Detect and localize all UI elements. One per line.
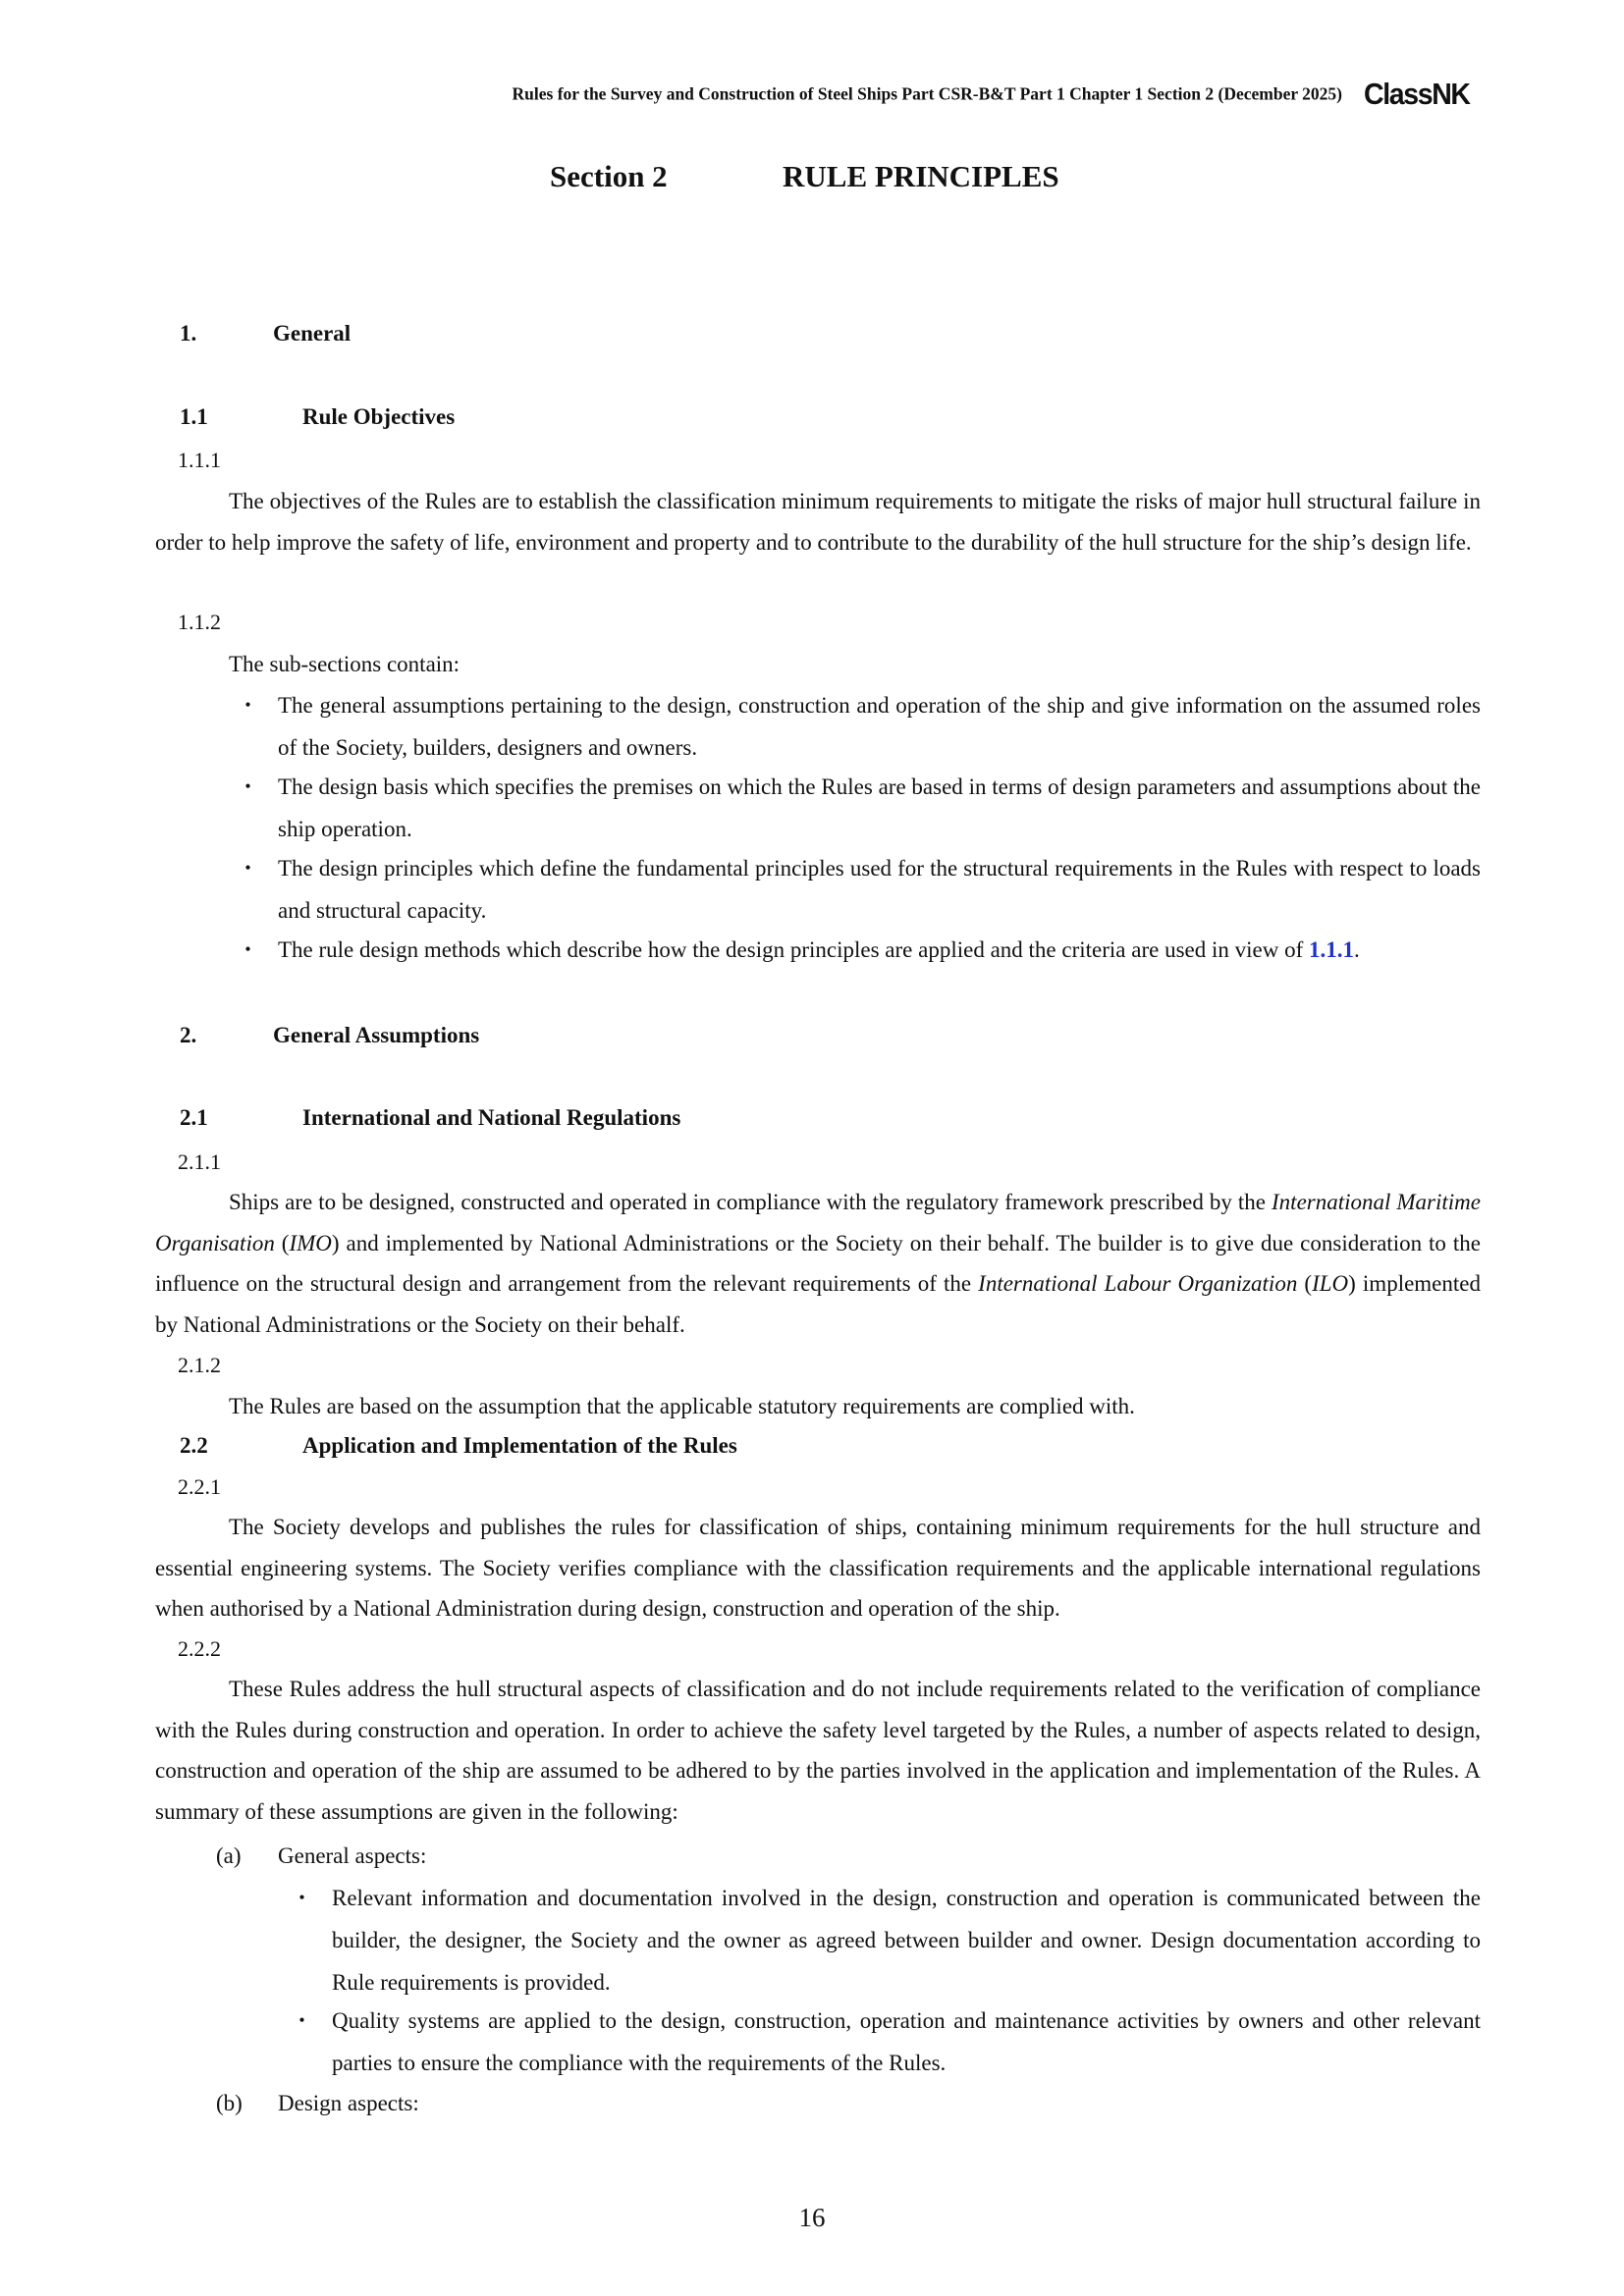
running-header — [0, 77, 1479, 112]
bullet-icon: ・ — [237, 774, 259, 799]
list-label: (b) — [216, 2091, 243, 2115]
heading-number: 1.1 — [180, 404, 208, 429]
list-item: ・ The rule design methods which describe how the design principles are applied and the criteria are used in view of 1.1.1. — [229, 929, 1481, 971]
list-item: ・ Quality systems are applied to the design, construction, operation and maintenance activities by owners and other relevant parties to ensure the compliance with the requirements of the Rules. — [283, 2000, 1481, 2084]
list-text: General aspects: — [278, 1843, 427, 1868]
list-item: ・ Relevant information and documentation involved in the design, construction and operation is communicated between the builder, the designer, the Society and the owner as agreed between builder and owner. Design documentation according to Rule requirements is provided. — [283, 1877, 1481, 2003]
clause-ref-1-1-1: 1.1.1 — [178, 448, 221, 472]
clause-ref-1-1-2: 1.1.2 — [178, 610, 221, 634]
list-item: ・ The general assumptions pertaining to the design, construction and operation of the ship and give information on the assumed roles of the Society, builders, designers and owners. — [229, 684, 1481, 769]
clause-ref-2-1-1: 2.1.1 — [178, 1149, 221, 1174]
heading-number: 2.2 — [180, 1433, 208, 1458]
paragraph-2-2-1: The Society develops and publishes the rules for classification of ships, containing minimum requirements for the hull structure and essential engineering systems. The Society verifies compliance with the classification requirements and the applicable international regulations when authorised by a National Administration during design, construction and operation of the ship. — [155, 1515, 1481, 1621]
paragraph-1-1-2-intro: The sub-sections contain: — [229, 652, 460, 676]
list-item: ・ The design basis which specifies the premises on which the Rules are based in terms of design parameters and assumptions about the ship operation. — [229, 766, 1481, 850]
bullet-icon: ・ — [237, 693, 259, 718]
clause-ref-2-2-1: 2.2.1 — [178, 1474, 221, 1499]
section-name: RULE PRINCIPLES — [783, 159, 1059, 193]
paragraph-2-1-1: Ships are to be designed, constructed and operated in compliance with the regulatory framework prescribed by the International Maritime Organisation (IMO) and implemented by National Administrations or the Society on their behalf. The builder is to give due consideration to the influence on the structural design and arrangement from the relevant requirements of the International Labour Organization (ILO) implemented by National Administrations or the Society on their behalf. — [155, 1190, 1482, 1337]
list-text: Design aspects: — [278, 2091, 419, 2115]
bullet-icon: ・ — [291, 1886, 313, 1910]
heading-title: Rule Objectives — [302, 404, 456, 429]
heading-title: General — [273, 321, 352, 346]
paragraph-2-1-2: The Rules are based on the assumption that the applicable statutory requirements are complied with. — [229, 1394, 1135, 1418]
cross-reference-link[interactable]: 1.1.1 — [1308, 937, 1354, 962]
bullet-icon: ・ — [291, 2008, 313, 2033]
page-number: 16 — [798, 2203, 826, 2232]
paragraph-2-2-2: These Rules address the hull structural aspects of classification and do not include requirements related to the verification of compliance with the Rules during construction and operation. In order to achieve the safety level targeted by the Rules, a number of aspects related to design, construction and operation of the ship are assumed to be adhered to by the parties involved in the application and implementation of the Rules. A summary of these assumptions are given in the following: — [155, 1677, 1481, 1824]
heading-number: 1. — [180, 321, 197, 346]
paragraph-1-1-1: The objectives of the Rules are to establish the classification minimum requirements to mitigate the risks of major hull structural failure in order to help improve the safety of life, environment and property and to contribute to the durability of the hull structure for the ship’s design life. — [155, 489, 1481, 555]
section-number: Section 2 — [550, 159, 668, 193]
classnk-logo: ClassNK — [1364, 77, 1470, 111]
bullet-icon: ・ — [237, 937, 259, 962]
heading-title: General Assumptions — [273, 1023, 480, 1047]
heading-title: Application and Implementation of the Rules — [302, 1433, 737, 1458]
heading-title: International and National Regulations — [302, 1105, 681, 1130]
clause-ref-2-1-2: 2.1.2 — [178, 1353, 221, 1377]
heading-number: 2.1 — [180, 1105, 208, 1130]
list-item: ・ The design principles which define the fundamental principles used for the structural requirements in the Rules with respect to loads and structural capacity. — [229, 847, 1481, 932]
list-label: (a) — [216, 1843, 242, 1868]
heading-number: 2. — [180, 1023, 197, 1047]
clause-ref-2-2-2: 2.2.2 — [178, 1636, 221, 1661]
bullet-icon: ・ — [237, 856, 259, 881]
running-title: Rules for the Survey and Construction of Steel Ships Part CSR-B&T Part 1 Chapter 1 Section 2 (December 2025) — [512, 83, 1342, 104]
